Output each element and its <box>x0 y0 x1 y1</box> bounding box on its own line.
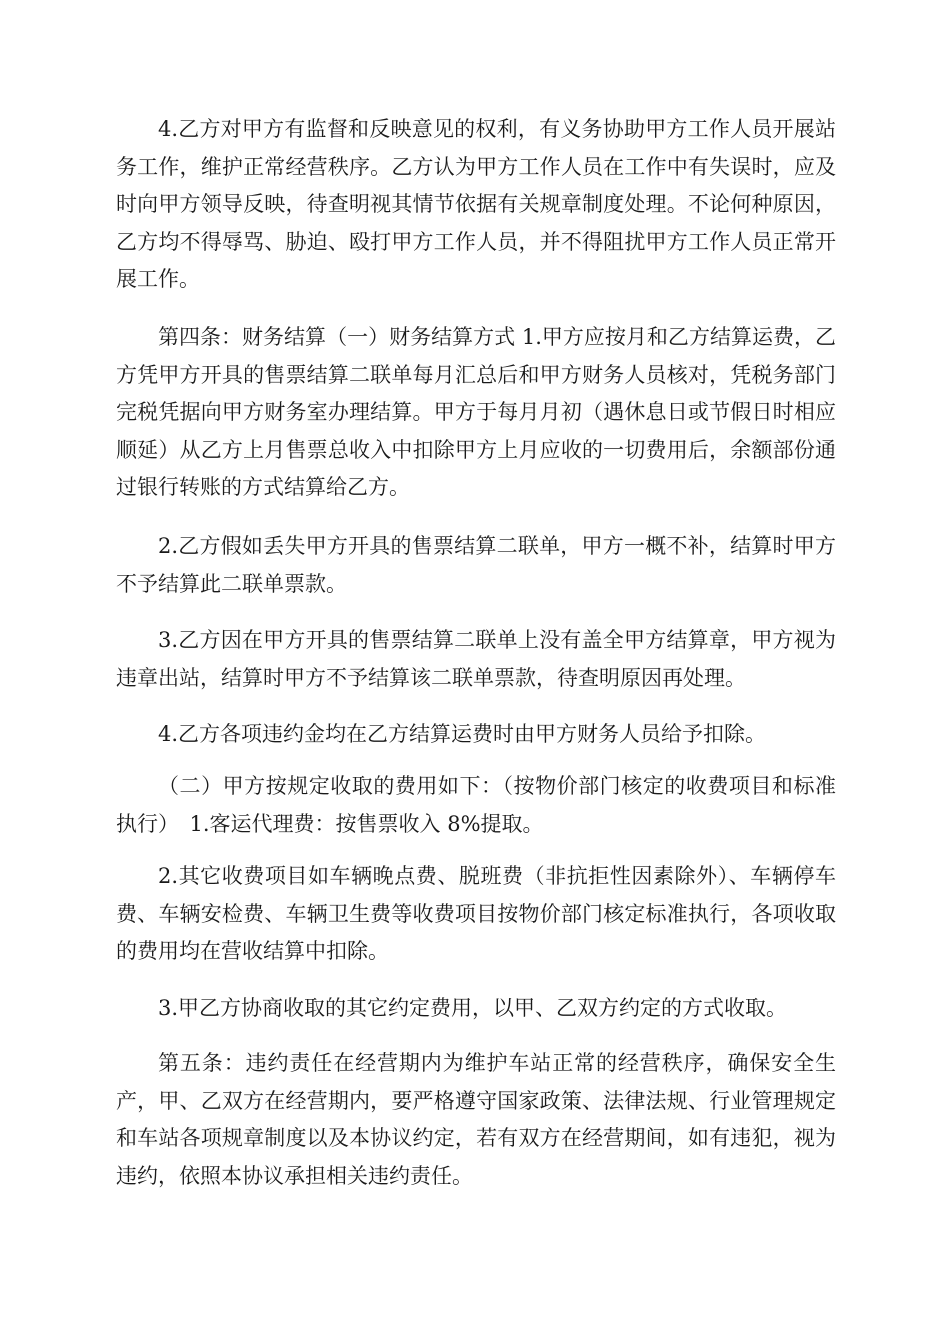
paragraph-other-fees: 2.其它收费项目如车辆晚点费、脱班费（非抗拒性因素除外）、车辆停车费、车辆安检费、车辆卫生费等收费项目按物价部门核定标准执行，各项收取的费用均在营收结算中扣除。 <box>116 864 836 963</box>
paragraph-supervision-rights: 4.乙方对甲方有监督和反映意见的权利，有义务协助甲方工作人员开展站务工作，维护正常经营秩序。乙方认为甲方工作人员在工作中有失误时，应及时向甲方领导反映，待查明视其情节依据有关规章制度处理。不论何种原因，乙方均不得辱骂、胁迫、殴打甲方工作人员，并不得阻扰甲方工作人员正常开展工作。 <box>116 117 836 291</box>
paragraph-agreed-fees: 3.甲乙方协商收取的其它约定费用，以甲、乙双方约定的方式收取。 <box>158 996 788 1020</box>
paragraph-penalty-deduction: 4.乙方各项违约金均在乙方结算运费时由甲方财务人员给予扣除。 <box>158 722 767 746</box>
paragraph-fees-section-2: （二）甲方按规定收取的费用如下：（按物价部门核定的收费项目和标准执行） 1.客运代理费：按售票收入 8%提取。 <box>116 774 836 836</box>
paragraph-missing-stamp: 3.乙方因在甲方开具的售票结算二联单上没有盖全甲方结算章，甲方视为违章出站，结算时甲方不予结算该二联单票款，待查明原因再处理。 <box>116 628 836 690</box>
paragraph-article-5-liability: 第五条：违约责任在经营期内为维护车站正常的经营秩序，确保安全生产，甲、乙双方在经营期内，要严格遵守国家政策、法律法规、行业管理规定和车站各项规章制度以及本协议约定，若有双方在经营期间，如有违犯，视为违约，依照本协议承担相关违约责任。 <box>116 1051 836 1188</box>
paragraph-article-4-settlement: 第四条：财务结算（一）财务结算方式 1.甲方应按月和乙方结算运费，乙方凭甲方开具的售票结算二联单每月汇总后和甲方财务人员核对，凭税务部门完税凭据向甲方财务室办理结算。甲方于每月月初（遇休息日或节假日时相应顺延）从乙方上月售票总收入中扣除甲方上月应收的一切费用后，余额部份通过银行转账的方式结算给乙方。 <box>116 325 836 499</box>
paragraph-lost-receipt: 2.乙方假如丢失甲方开具的售票结算二联单，甲方一概不补，结算时甲方不予结算此二联单票款。 <box>116 534 836 596</box>
